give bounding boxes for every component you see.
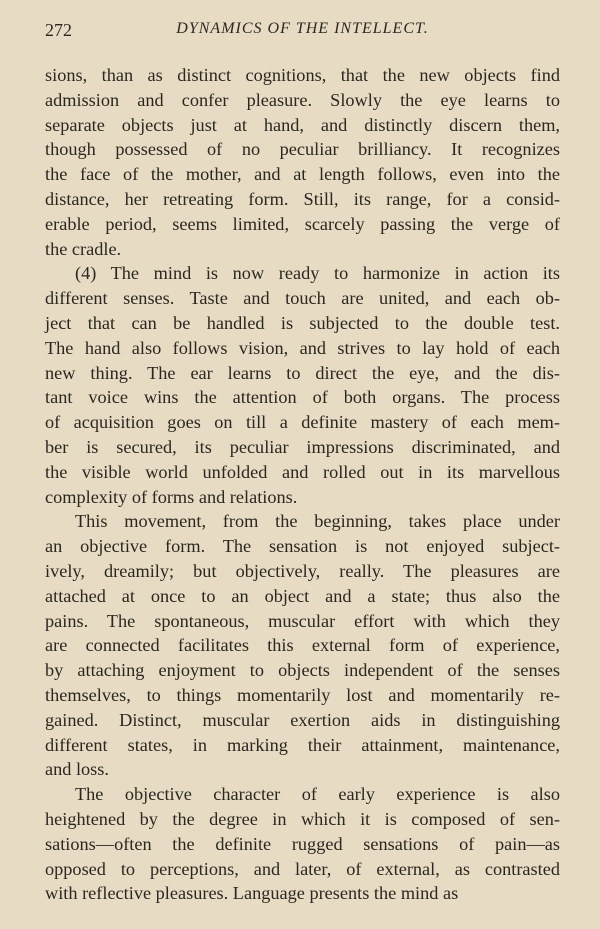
text-line: heightened by the degree in which it is composed of sen- <box>45 808 560 829</box>
text-line: ject that can be handled is subjected to the double test. <box>45 312 560 333</box>
text-line: complexity of forms and relations. <box>45 486 298 507</box>
text-line: erable period, seems limited, scarcely passing the verge of <box>45 213 560 234</box>
text-line: the face of the mother, and at length follows, even into the <box>45 164 560 185</box>
text-line: (4) The mind is now ready to harmonize in action its <box>75 263 560 284</box>
text-line: of acquisition goes on till a definite mastery of each mem- <box>45 412 560 433</box>
text-line: admission and confer pleasure. Slowly the eye learns to <box>45 89 560 110</box>
text-line: themselves, to things momentarily lost and momentarily re- <box>45 684 560 705</box>
text-line: sations—often the definite rugged sensations of pain—as <box>45 833 560 854</box>
text-line: sions, than as distinct cognitions, that the new objects find <box>45 65 560 85</box>
text-line: the cradle. <box>45 238 122 259</box>
text-line: and loss. <box>45 759 109 780</box>
page-header <box>45 20 560 46</box>
text-line: This movement, from the beginning, takes place under <box>75 511 560 532</box>
page-number: 272 <box>45 20 72 40</box>
text-line: separate objects just at hand, and distinctly discern them, <box>45 114 560 135</box>
paragraph <box>45 63 560 261</box>
text-line: ber is secured, its peculiar impressions discriminated, and <box>45 436 560 457</box>
text-line: different states, in marking their attainment, maintenance, <box>45 734 560 755</box>
text-line: tant voice wins the attention of both organs. The process <box>45 387 560 408</box>
text-line: with reflective pleasures. Language presents the mind as <box>45 883 459 904</box>
text-line: though possessed of no peculiar brilliancy. It recognizes <box>45 139 560 160</box>
text-line: pains. The spontaneous, muscular effort with which they <box>45 610 560 631</box>
text-line: attached at once to an object and a state; thus also the <box>45 585 560 606</box>
running-title: DYNAMICS OF THE INTELLECT. <box>176 20 429 37</box>
text-line: opposed to perceptions, and later, of external, as contrasted <box>45 858 560 879</box>
text-line: by attaching enjoyment to objects independent of the senses <box>45 660 560 681</box>
text-line: the visible world unfolded and rolled out in its marvellous <box>45 461 560 482</box>
text-line: new thing. The ear learns to direct the eye, and the dis- <box>45 362 560 383</box>
text-line: The objective character of early experience is also <box>75 784 560 805</box>
text-line: ively, dreamily; but objectively, really. The pleasures are <box>45 560 560 581</box>
paragraph <box>45 782 560 906</box>
page-body <box>45 63 560 906</box>
text-line: gained. Distinct, muscular exertion aids in distinguishing <box>45 709 560 730</box>
paragraph <box>45 509 560 782</box>
text-line: different senses. Taste and touch are united, and each ob- <box>45 288 560 309</box>
text-line: distance, her retreating form. Still, its range, for a consid- <box>45 188 560 209</box>
paragraph <box>45 261 560 509</box>
text-line: The hand also follows vision, and strives to lay hold of each <box>45 337 560 358</box>
text-line: an objective form. The sensation is not enjoyed subject- <box>45 536 560 557</box>
text-line: are connected facilitates this external form of experience, <box>45 635 560 656</box>
